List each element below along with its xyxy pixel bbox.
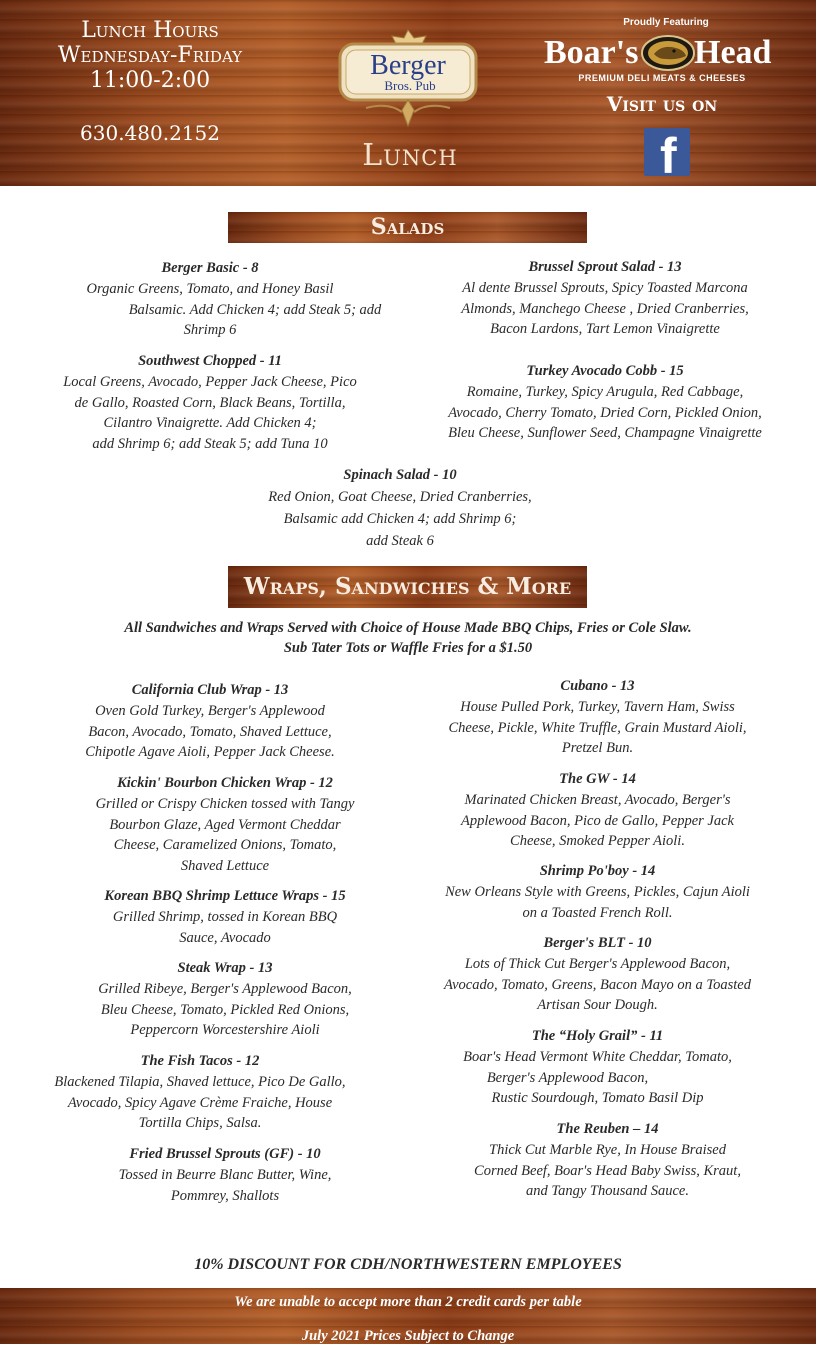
menu-item-fish-tacos [10, 1051, 390, 1134]
item-name: Turkey Avocado Cobb - 15 [526, 363, 684, 379]
item-desc: Cheese, Pickle, White Truffle, Grain Mustard Aioli, [448, 719, 747, 736]
item-desc: on a Toasted French Roll. [522, 904, 673, 921]
menu-item-berger-basic [20, 258, 400, 341]
hours-days: Wednesday-Friday [57, 43, 243, 68]
item-name: Steak Wrap - 13 [177, 960, 273, 976]
menu-item-fried-brussel-sprouts [30, 1144, 420, 1206]
brand-word-boars: Boar's [544, 34, 639, 71]
salads-banner: Salads [228, 212, 587, 243]
item-desc: Rustic Sourdough, Tomato Basil Dip [491, 1090, 704, 1107]
menu-item-bergers-blt [405, 933, 790, 1016]
sides-note-line: All Sandwiches and Wraps Served with Choice of House Made BBQ Chips, Fries or Cole Slaw. [124, 620, 692, 636]
menu-item-california-club-wrap [30, 680, 390, 763]
menu-item-cubano [410, 676, 785, 759]
item-desc: Local Greens, Avocado, Pepper Jack Cheese, Pico [63, 373, 357, 390]
phone-number[interactable]: 630.480.2152 [80, 121, 220, 145]
item-name: The Fish Tacos - 12 [140, 1053, 260, 1069]
item-desc: Cheese, Smoked Pepper Aioli. [510, 833, 685, 850]
item-name: Spinach Salad - 10 [343, 467, 457, 483]
item-name: Fried Brussel Sprouts (GF) - 10 [129, 1146, 321, 1162]
item-desc: Cheese, Caramelized Onions, Tomato, [113, 837, 337, 854]
item-desc: Avocado, Cherry Tomato, Dried Corn, Pickled Onion, [448, 404, 762, 421]
menu-item-southwest-chopped [20, 351, 400, 455]
menu-header [0, 0, 816, 186]
menu-item-shrimp-poboy [410, 861, 785, 923]
item-desc: Lots of Thick Cut Berger's Applewood Bacon, [464, 955, 731, 972]
item-desc: Boar's Head Vermont White Cheddar, Tomato, [463, 1048, 732, 1065]
berger-bros-pub-logo [336, 28, 480, 128]
item-desc: and Tangy Thousand Sauce. [526, 1183, 689, 1200]
item-desc: Grilled Shrimp, tossed in Korean BBQ [112, 908, 338, 925]
item-desc: Tossed in Beurre Blanc Butter, Wine, [118, 1166, 332, 1183]
item-desc: Bourbon Glaze, Aged Vermont Cheddar [109, 816, 341, 833]
item-name: Berger Basic - 8 [161, 260, 259, 276]
item-desc: Grilled or Crispy Chicken tossed with Tangy [95, 795, 355, 812]
logo-text-bros-pub: Bros. Pub [384, 78, 436, 93]
item-name: Shrimp Po'boy - 14 [539, 863, 656, 879]
visit-us-on-text: Visit us on [606, 92, 718, 116]
menu-item-turkey-avocado-cobb [410, 361, 800, 444]
item-desc: Tortilla Chips, Salsa. [138, 1115, 262, 1132]
item-desc: add Shrimp 6; add Steak 5; add Tuna 10 [92, 436, 328, 453]
item-desc: Bacon Lardons, Tart Lemon Vinaigrette [490, 321, 720, 338]
facebook-letter: f [660, 128, 677, 176]
item-desc: add Steak 6 [366, 533, 434, 549]
item-desc: New Orleans Style with Greens, Pickles, Cajun Aioli [445, 883, 750, 900]
item-name: California Club Wrap - 13 [131, 682, 289, 698]
brand-word-head: Head [694, 34, 772, 71]
employee-discount: 10% DISCOUNT FOR CDH/NORTHWESTERN EMPLOYEES [194, 1256, 622, 1273]
item-desc: Avocado, Spicy Agave Crème Fraiche, House [67, 1094, 333, 1111]
brand-tagline: PREMIUM DELI MEATS & CHEESES [578, 73, 746, 83]
item-desc: Shaved Lettuce [180, 858, 270, 875]
item-name: Cubano - 13 [560, 678, 635, 694]
item-desc: Pretzel Bun. [561, 740, 634, 757]
menu-item-steak-wrap [30, 958, 420, 1041]
item-desc: Cilantro Vinaigrette. Add Chicken 4; [103, 415, 317, 432]
item-name: The Reuben – 14 [556, 1121, 659, 1137]
facebook-icon[interactable] [644, 128, 690, 176]
menu-item-brussel-sprout-salad [410, 257, 800, 340]
item-desc: Thick Cut Marble Rye, In House Braised [489, 1141, 726, 1158]
proudly-featuring-text: Proudly Featuring [623, 17, 709, 28]
menu-item-kickin-bourbon-chicken-wrap [30, 773, 420, 877]
item-desc: Sauce, Avocado [179, 929, 271, 946]
item-desc: Peppercorn Worcestershire Aioli [130, 1022, 320, 1039]
item-desc: Pommrey, Shallots [170, 1187, 280, 1204]
menu-item-spinach-salad [200, 464, 600, 552]
item-desc: Al dente Brussel Sprouts, Spicy Toasted Marcona [462, 279, 748, 296]
menu-footer [0, 1288, 816, 1344]
item-name: The GW - 14 [559, 771, 636, 787]
item-desc: Shrimp 6 [183, 322, 237, 339]
item-desc: Oven Gold Turkey, Berger's Applewood [95, 702, 325, 719]
item-desc: Blackened Tilapia, Shaved lettuce, Pico De Gallo, [54, 1073, 346, 1090]
item-name: The “Holy Grail” - 11 [531, 1028, 664, 1044]
item-desc: Bleu Cheese, Tomato, Pickled Red Onions, [100, 1001, 350, 1018]
item-desc: Bleu Cheese, Sunflower Seed, Champagne Vinaigrette [448, 425, 762, 442]
item-desc: Balsamic add Chicken 4; add Shrimp 6; [283, 511, 517, 527]
item-desc: Almonds, Manchego Cheese , Dried Cranberries, [461, 300, 749, 317]
menu-item-korean-bbq-shrimp-wraps [30, 886, 420, 948]
item-name: Southwest Chopped - 11 [138, 353, 282, 369]
item-desc: Chipotle Agave Aioli, Pepper Jack Cheese. [85, 744, 335, 761]
menu-title: Lunch [362, 138, 458, 173]
item-desc: Marinated Chicken Breast, Avocado, Berger's [464, 791, 731, 808]
item-desc: Organic Greens, Tomato, and Honey Basil [86, 280, 334, 297]
item-desc: Berger's Applewood Bacon, [486, 1069, 649, 1086]
item-desc: Romaine, Turkey, Spicy Arugula, Red Cabbage, [466, 383, 744, 400]
item-desc: Balsamic. Add Chicken 4; add Steak 5; add [128, 301, 382, 318]
item-desc: Applewood Bacon, Pico de Gallo, Pepper Jack [460, 812, 734, 829]
wraps-banner: Wraps, Sandwiches & More [228, 566, 587, 608]
lunch-hours [20, 18, 280, 93]
item-desc: Avocado, Tomato, Greens, Bacon Mayo on a Toasted [444, 976, 751, 993]
boar-head-icon [640, 34, 696, 72]
item-desc: de Gallo, Roasted Corn, Black Beans, Tortilla, [74, 394, 346, 411]
menu-item-the-reuben [430, 1119, 785, 1202]
menu-item-the-gw [410, 769, 785, 852]
price-note: July 2021 Prices Subject to Change [301, 1328, 515, 1344]
item-name: Kickin' Bourbon Chicken Wrap - 12 [117, 775, 333, 791]
item-desc: Bacon, Avocado, Tomato, Shaved Lettuce, [88, 723, 332, 740]
item-name: Brussel Sprout Salad - 13 [528, 259, 682, 275]
sides-note [30, 618, 786, 658]
sides-note-line: Sub Tater Tots or Waffle Fries for a $1.50 [283, 640, 533, 656]
logo-text-berger: Berger [370, 50, 446, 81]
item-desc: House Pulled Pork, Turkey, Tavern Ham, Swiss [460, 698, 735, 715]
item-desc: Artisan Sour Dough. [537, 997, 658, 1014]
item-desc: Corned Beef, Boar's Head Baby Swiss, Kraut, [474, 1162, 741, 1179]
item-name: Korean BBQ Shrimp Lettuce Wraps - 15 [104, 888, 346, 904]
item-desc: Red Onion, Goat Cheese, Dried Cranberries, [268, 489, 532, 505]
boars-head-brand [540, 32, 784, 74]
item-name: Berger's BLT - 10 [543, 935, 652, 951]
item-desc: Grilled Ribeye, Berger's Applewood Bacon, [98, 980, 352, 997]
hours-time: 11:00-2:00 [89, 68, 211, 93]
menu-item-holy-grail [410, 1026, 785, 1109]
hours-title: Lunch Hours [81, 18, 219, 43]
credit-card-note: We are unable to accept more than 2 credit cards per table [234, 1294, 582, 1310]
